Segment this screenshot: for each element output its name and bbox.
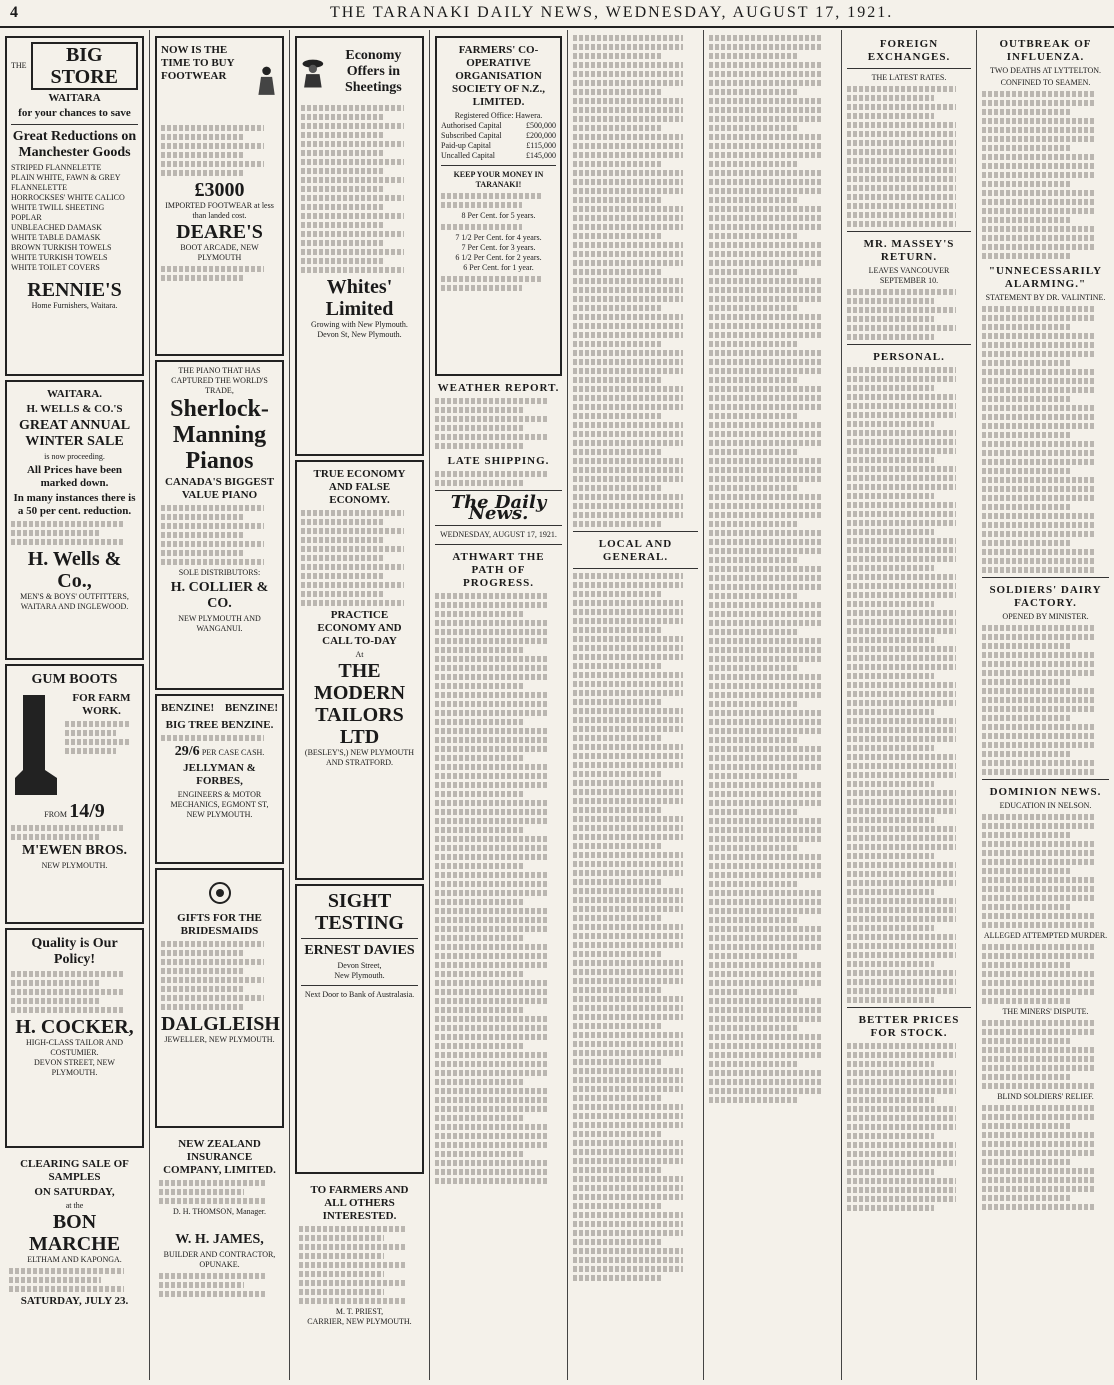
whites-sub: Growing with New Plymouth. [311, 320, 408, 329]
benzine-heading: BENZINE! [224, 702, 278, 714]
cocker-firm: H. COCKER, [15, 1016, 134, 1038]
gumboots-sub: FOR FARM WORK. [72, 692, 131, 717]
column-4 [430, 30, 568, 1380]
local-general-heading: LOCAL AND GENERAL. [598, 538, 673, 563]
rate-item: 6 1/2 Per Cent. for 2 years. [455, 253, 542, 262]
collier-firm: H. COLLIER & CO. [170, 580, 269, 611]
sherlock-name: Sherlock-Manning Pianos [170, 396, 269, 474]
deare-firm: DEARE'S [176, 221, 263, 243]
benzine-ad [155, 694, 284, 864]
fx-sub: THE LATEST RATES. [871, 73, 947, 82]
weather-heading: WEATHER REPORT. [437, 382, 560, 394]
rate-item: 7 1/2 Per Cent. for 4 years. [455, 233, 542, 242]
big-store-place: WAITARA [48, 92, 101, 104]
mewen-firm: M'EWEN BROS. [21, 843, 127, 858]
modern-tailors-ad [295, 460, 424, 880]
davies-street: Devon Street, [337, 961, 382, 970]
whites-heading: Economy Offers in Sheetings [344, 48, 402, 95]
list-item: WHITE TABLE DAMASK [11, 233, 101, 242]
local-general-continued [709, 35, 836, 1103]
bonmarche-at: at the [65, 1201, 84, 1210]
murder-heading: ALLEGED ATTEMPTED MURDER. [983, 931, 1108, 940]
davies-next: Next Door to Bank of Australasia. [304, 990, 415, 999]
capital-row: Uncalled Capital £145,000 [441, 151, 556, 160]
dairy-factory-sub: OPENED BY MINISTER. [1002, 612, 1089, 621]
newspaper-title: THE TARANAKI DAILY NEWS, WEDNESDAY, AUGUST 17, 1921. [330, 4, 894, 21]
gumboots-ad [5, 664, 144, 924]
local-general-body [573, 573, 698, 1281]
true-economy-heading: TRUE ECONOMY AND FALSE ECONOMY. [313, 468, 406, 506]
big-store-prefix: THE [11, 61, 27, 70]
bonmarche-place: ELTHAM AND KAPONGA. [27, 1255, 122, 1264]
list-item: HORROCKSES' WHITE CALICO [11, 193, 125, 202]
cocker-heading: Quality is Our Policy! [31, 936, 118, 967]
davies-name: ERNEST DAVIES [304, 943, 415, 958]
column-8 [977, 30, 1114, 1380]
deare-heading: NOW IS THE TIME TO BUY FOOTWEAR [161, 44, 235, 82]
deare-amount: £3000 [194, 179, 245, 201]
wells-firm: H. WELLS & CO.'S [26, 403, 123, 415]
shipping-heading: LATE SHIPPING. [447, 455, 550, 467]
tailors-at: At [355, 650, 364, 659]
alarming-sub: STATEMENT BY DR. VALINTINE. [985, 293, 1106, 302]
better-prices-heading: BETTER PRICES FOR STOCK. [858, 1014, 960, 1039]
deare-firm-sub: BOOT ARCADE, NEW PLYMOUTH [180, 243, 259, 262]
benzine-price-unit: PER CASE CASH. [201, 748, 265, 757]
wells-sub1: is now proceeding. [44, 452, 105, 461]
dairy-factory-heading: SOLDIERS' DAIRY FACTORY. [989, 584, 1102, 609]
nz-insurance-ad [155, 1132, 284, 1222]
farmers-heading: FARMERS' CO-OPERATIVE ORGANISATION SOCIETY OF N.Z., LIMITED. [451, 44, 545, 108]
big-store-ad [5, 36, 144, 376]
editorial-heading: ATHWART THE PATH OF PROGRESS. [452, 551, 545, 589]
fx-table [847, 131, 971, 227]
wells-ad [5, 380, 144, 660]
dalgleish-sub: JEWELLER, NEW PLYMOUTH. [164, 1035, 275, 1044]
wells-sub3: In many instances there is a 50 per cent. reduction. [13, 492, 136, 517]
practice-economy: PRACTICE ECONOMY AND CALL TO-DAY [317, 609, 402, 647]
capital-row: Subscribed Capital £200,000 [441, 131, 556, 140]
capital-row: Authorised Capital £500,000 [441, 121, 556, 130]
dalgleish-heading: GIFTS FOR THE BRIDESMAIDS [177, 912, 262, 937]
sherlock-sub: CANADA'S BIGGEST VALUE PIANO [164, 476, 275, 501]
figure-illustration-icon [255, 42, 278, 122]
education-heading: EDUCATION IN NELSON. [999, 801, 1092, 810]
column-2 [150, 30, 290, 1380]
influenza-sub2: CONFINED TO SEAMEN. [1000, 78, 1091, 87]
farmers-office: Registered Office: Hawera. [454, 111, 543, 120]
dominion-news-heading: DOMINION NEWS. [989, 786, 1102, 798]
column-3 [290, 30, 430, 1380]
rate-item: 6 Per Cent. for 1 year. [463, 263, 534, 272]
sherlock-intro: THE PIANO THAT HAS CAPTURED THE WORLD'S TRADE, [171, 366, 268, 395]
bonmarche-date: SATURDAY, JULY 23. [20, 1295, 129, 1307]
wells-place: WAITARA. [46, 388, 103, 400]
list-item: BROWN TURKISH TOWELS [11, 243, 112, 252]
jewel-illustration-icon [200, 878, 240, 908]
column-1 [0, 30, 150, 1380]
gumboot-illustration-icon [11, 690, 61, 800]
hat-lady-illustration-icon [301, 42, 325, 102]
insurance-manager: D. H. THOMSON, Manager. [173, 1207, 266, 1216]
whites-ad [295, 36, 424, 456]
dalgleish-firm: DALGLEISH [161, 1013, 280, 1035]
paper-title: The Daily News. [450, 492, 547, 524]
list-item: WHITE TOILET COVERS [11, 263, 100, 272]
big-store-name: BIG STORE [31, 42, 138, 90]
list-item: UNBLEACHED DAMASK [11, 223, 102, 232]
jellyman-firm: JELLYMAN & FORBES, [183, 762, 256, 787]
wells-footer-sub: MEN'S & BOYS' OUTFITTERS, WAITARA AND INGLEWOOD. [20, 592, 129, 611]
column-7 [842, 30, 977, 1380]
james-firm: W. H. JAMES, [175, 1232, 264, 1247]
leyland-heading: TO FARMERS AND ALL OTHERS INTERESTED. [310, 1184, 409, 1222]
list-item: WHITE TURKISH TOWELS [11, 253, 108, 262]
sight-heading: SIGHT TESTING [315, 890, 404, 934]
column-6 [704, 30, 842, 1380]
benzine-sub: BIG TREE BENZINE. [165, 719, 274, 731]
priest-firm: M. T. PRIEST, [335, 1307, 384, 1316]
rate-item: 7 Per Cent. for 3 years. [461, 243, 536, 252]
personal-body [847, 367, 971, 1003]
list-item: PLAIN WHITE, FAWN & GREY FLANNELETTE [11, 173, 121, 192]
bonmarche-when: ON SATURDAY, [34, 1186, 115, 1198]
column-5 [568, 30, 704, 1380]
miners-heading: THE MINERS' DISPUTE. [1002, 1007, 1089, 1016]
wells-footer: H. Wells & Co., [27, 548, 122, 592]
deare-ad [155, 36, 284, 356]
list-item: WHITE TWILL SHEETING [11, 203, 105, 212]
gumboots-heading: GUM BOOTS [31, 672, 118, 687]
wells-sub2: All Prices have been marked down. [26, 464, 122, 489]
bonmarche-ad [5, 1152, 144, 1372]
fx-heading: FOREIGN EXCHANGES. [867, 38, 951, 63]
influenza-heading: OUTBREAK OF INFLUENZA. [999, 38, 1092, 63]
farmers-ad [435, 36, 562, 376]
cocker-ad [5, 928, 144, 1148]
james-sub: BUILDER AND CONTRACTOR, OPUNAKE. [163, 1250, 276, 1269]
whites-address: Devon St, New Plymouth. [317, 330, 402, 339]
priest-ad [295, 1178, 424, 1378]
priest-sub: CARRIER, NEW PLYMOUTH. [307, 1317, 412, 1326]
page-number: 4 [10, 4, 20, 21]
gumboots-price-label: FROM [44, 810, 67, 819]
rennies-name: RENNIE'S [27, 279, 122, 301]
benzine-heading: BENZINE! [161, 702, 215, 714]
farmers-keep: KEEP YOUR MONEY IN TARANAKI! [453, 170, 544, 189]
blind-soldiers-heading: BLIND SOLDIERS' RELIEF. [997, 1092, 1094, 1101]
gumboots-price: 14/9 [69, 800, 105, 822]
mewen-sub: NEW PLYMOUTH. [41, 861, 108, 870]
dateline: WEDNESDAY, AUGUST 17, 1921. [440, 530, 557, 539]
big-store-heading: Great Reductions on Manchester Goods [12, 129, 137, 160]
dalgleish-ad [155, 868, 284, 1128]
cocker-address: DEVON STREET, NEW PLYMOUTH. [34, 1058, 115, 1077]
rennies-sub: Home Furnishers, Waitara. [31, 301, 118, 310]
davies-town: New Plymouth. [334, 971, 385, 980]
rate-item: 8 Per Cent. for 5 years. [461, 211, 536, 220]
wells-heading: GREAT ANNUAL WINTER SALE [18, 418, 131, 449]
influenza-sub: TWO DEATHS AT LYTTELTON. [989, 66, 1102, 75]
bonmarche-name: BON MARCHE [28, 1211, 121, 1255]
list-item: POPLAR [11, 213, 42, 222]
masthead [0, 0, 1114, 28]
editorial-continued [573, 35, 698, 527]
insurance-heading: NEW ZEALAND INSURANCE COMPANY, LIMITED. [163, 1138, 276, 1176]
big-store-tagline: for your chances to save [18, 107, 131, 119]
massey-heading: MR. MASSEY'S RETURN. [863, 238, 955, 263]
sherlock-dist-label: SOLE DISTRIBUTORS: [178, 568, 261, 577]
capital-row: Paid-up Capital £115,000 [441, 141, 556, 150]
modern-tailors-sub: (BESLEY'S,) NEW PLYMOUTH AND STRATFORD. [304, 748, 415, 767]
bonmarche-heading: CLEARING SALE OF SAMPLES [20, 1158, 129, 1183]
list-item: STRIPED FLANNELETTE [11, 163, 102, 172]
massey-sub: LEAVES VANCOUVER SEPTEMBER 10. [868, 266, 950, 285]
sight-testing-ad [295, 884, 424, 1174]
james-ad [155, 1226, 284, 1336]
collier-sub: NEW PLYMOUTH AND WANGANUI. [178, 614, 261, 633]
modern-tailors-firm: THE MODERN TAILORS LTD [313, 660, 406, 748]
alarming-heading: "UNNECESSARILY ALARMING." [988, 265, 1103, 290]
deare-amount-sub: IMPORTED FOOTWEAR at less than landed cost. [165, 201, 274, 220]
editorial-body [435, 593, 562, 1184]
sherlock-ad [155, 360, 284, 690]
whites-firm: Whites' Limited [325, 276, 394, 320]
jellyman-sub: ENGINEERS & MOTOR MECHANICS, EGMONT ST, NEW PLYMOUTH. [170, 790, 269, 819]
cocker-sub: HIGH-CLASS TAILOR AND COSTUMIER. [26, 1038, 123, 1057]
benzine-price: 29/6 [174, 744, 200, 759]
personal-heading: PERSONAL. [873, 351, 945, 363]
